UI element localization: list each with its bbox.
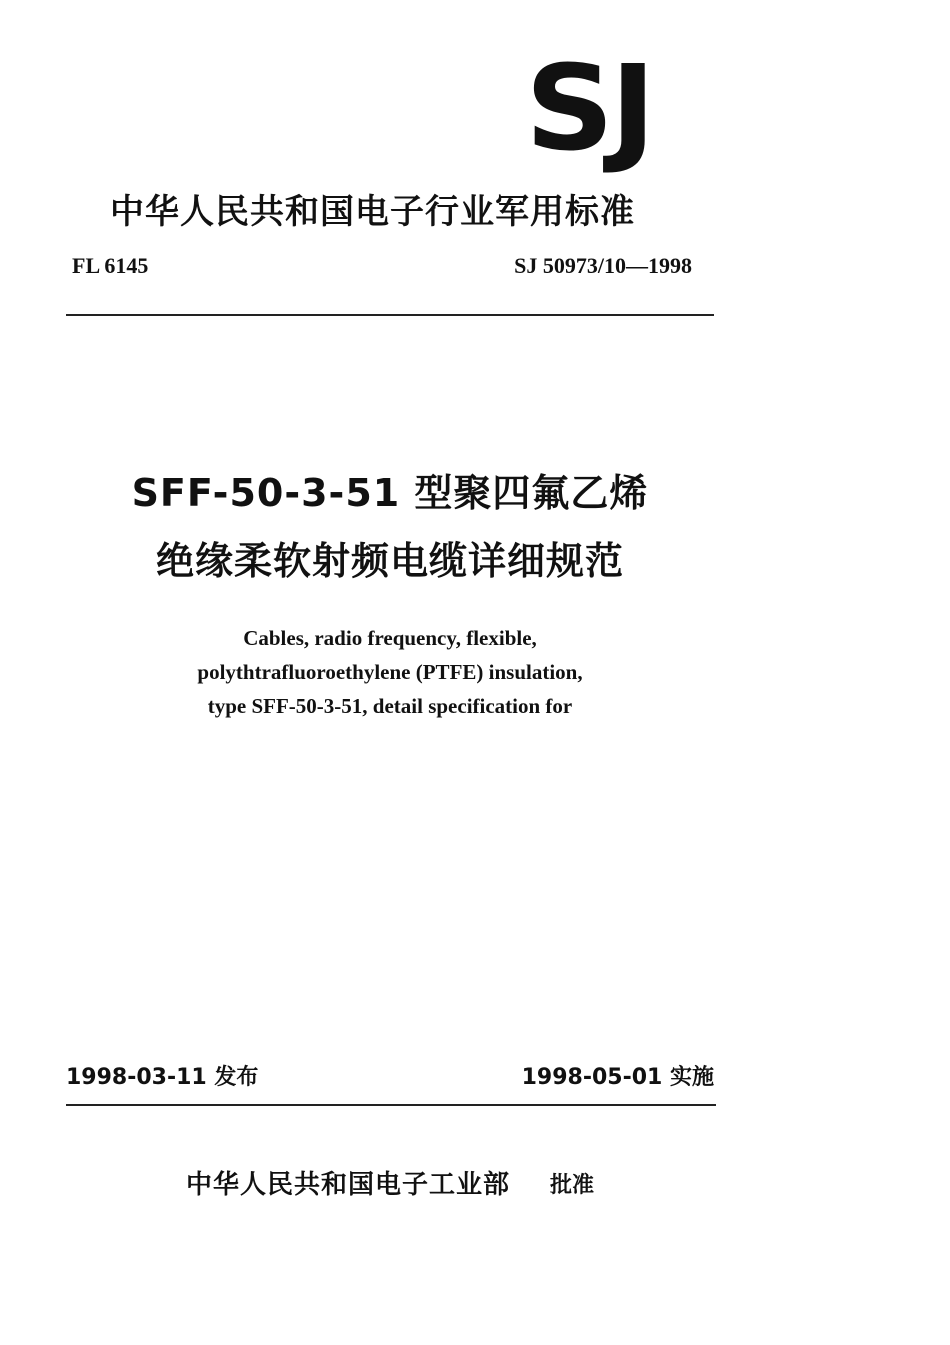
document-title-cn-line2: 绝缘柔软射频电缆详细规范 [155,539,624,583]
standard-number: SJ 50973/10—1998 [514,253,692,278]
document-title-en-line2: polythtrafluoroethylene (PTFE) insulation, [197,660,583,684]
sj-logo: SJ [525,39,652,177]
document-title-en-line3: type SFF-50-3-51, detail specification for [207,694,573,718]
approving-authority: 中华人民共和国电子工业部 [186,1170,511,1200]
bottom-divider [66,1104,716,1106]
top-divider [66,314,714,316]
approve-label: 批准 [550,1173,595,1198]
issue-date: 1998-03-11 发布 [66,1065,259,1090]
effective-date: 1998-05-01 实施 [521,1065,714,1090]
document-title-en-line1: Cables, radio frequency, flexible, [243,626,537,650]
standard-category-title: 中华人民共和国电子行业军用标准 [110,192,635,232]
classification-code: FL 6145 [72,253,149,278]
document-title-cn-line1: SFF-50-3-51 型聚四氟乙烯 [131,471,649,515]
